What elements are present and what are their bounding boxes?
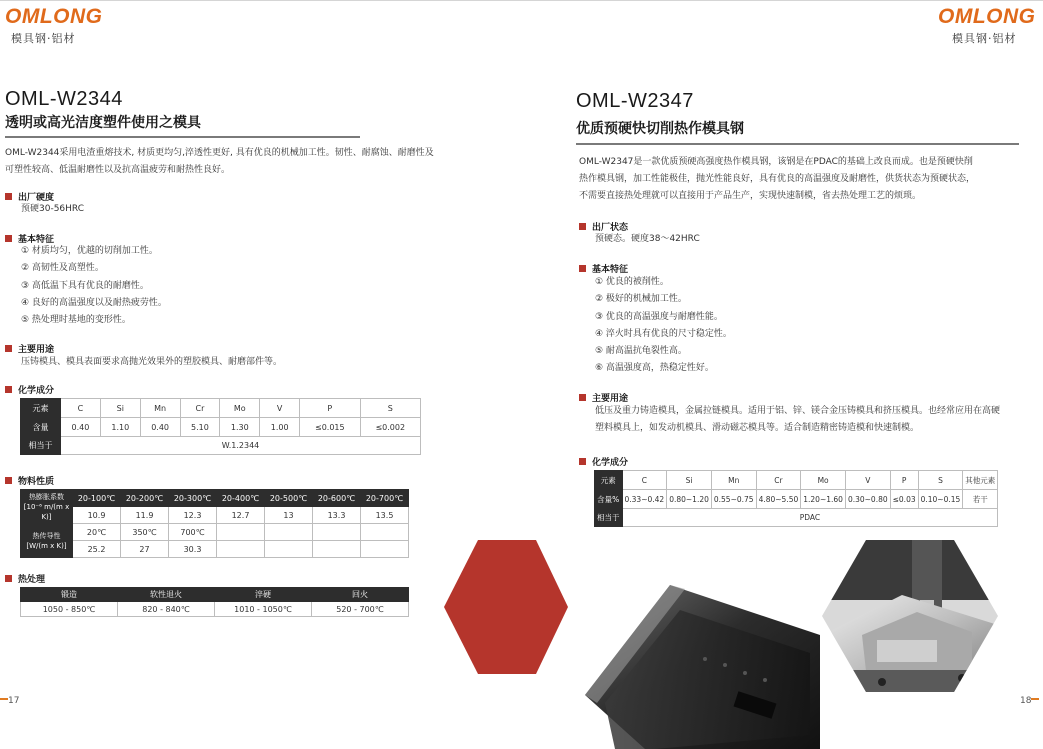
table-cell: V [845,471,890,490]
table-cell [217,524,265,541]
table-cell: 相当于 [595,509,623,527]
model-subtitle: 透明或高光洁度塑件使用之模具 [5,115,201,131]
table-cell: 12.3 [169,507,217,524]
brand-logo [938,6,1036,46]
table-cell: 25.2 [73,541,121,558]
table-cell: 1.20~1.60 [801,490,846,509]
page-number-text: 17 [8,696,20,706]
feature-item: ② 高韧性及高塑性。 [21,263,104,274]
table-cell: 1.10 [100,418,140,437]
table-row [21,490,409,507]
table-cell: Mn [140,399,180,418]
table-cell: 12.7 [217,507,265,524]
intro-paragraph [579,154,1039,205]
bullet-square [579,223,586,230]
table-cell: C [622,471,667,490]
table-cell: 520 - 700℃ [312,602,409,617]
title-rule [5,136,360,138]
table-cell: W.1.2344 [61,437,421,455]
table-cell: 10.9 [73,507,121,524]
table-cell: Cr [180,399,220,418]
feature-item: ③ 优良的高温强度与耐磨性能。 [595,311,723,322]
table-cell: 0.55~0.75 [711,490,756,509]
table-cell: Mn [711,471,756,490]
feature-item: ⑥ 高温强度高，热稳定性好。 [595,363,714,374]
table-row [21,437,421,455]
table-cell: 1050 - 850℃ [21,602,118,617]
usage-text [21,354,282,371]
table-cell [313,524,361,541]
section-title: 物料性质 [18,477,55,487]
page-number-left [0,696,19,706]
table-cell: 元素 [21,399,61,418]
table-row [21,541,409,558]
section-chemistry [5,383,54,396]
feature-item: ① 优良的被削性。 [595,277,669,287]
table-row [21,602,409,617]
table-cell: 0.40 [140,418,180,437]
page-number-bar [0,698,8,700]
table-cell: 820 - 840℃ [118,602,215,617]
table-cell: 5.10 [180,418,220,437]
table-cell [265,524,313,541]
usage-text [595,403,1000,438]
table-cell: S [918,471,963,490]
cnc-machining-photo [822,540,998,692]
intro-line: 可塑性较高、低温耐磨性以及抗高温疲劳和耐热性良好。 [5,165,231,175]
table-cell: 11.9 [121,507,169,524]
table-cell: 锻造 [21,588,118,602]
intro-paragraph [5,145,455,179]
table-cell: 1010 - 1050℃ [215,602,312,617]
table-cell [361,541,409,558]
mold-block-photo [585,585,820,749]
table-cell: 0.30~0.80 [845,490,890,509]
bullet-square [5,235,12,242]
feature-item: ② 极好的机械加工性。 [595,294,687,305]
title-rule [576,143,1019,145]
table-row [21,418,421,437]
table-cell: Si [667,471,712,490]
table-cell: 20-100℃ [73,490,121,507]
feature-item: ④ 良好的高温强度以及耐热疲劳性。 [21,297,167,308]
usage-line: 塑料模具上，如发动机模具、滑动磁芯模具等。适合制造精密铸造模和快速制模。 [595,423,920,434]
table-cell: 20-200℃ [121,490,169,507]
hardness-text [21,201,84,218]
table-cell: V [260,399,300,418]
table-cell: 含量% [595,490,623,509]
table-cell: Mo [220,399,260,418]
table-cell: Mo [801,471,846,490]
table-cell: 0.80~1.20 [667,490,712,509]
table-cell: 20℃ [73,524,121,541]
table-row [21,524,409,541]
section-title: 化学成分 [18,386,55,396]
table-cell: ≤0.03 [890,490,918,509]
intro-line: 不需要直接热处理就可以直接用于产品生产，实现快速制模，省去热处理工艺的烦琐。 [579,191,922,201]
section-heat [5,572,45,585]
table-cell [361,524,409,541]
table-cell [217,541,265,558]
table-cell: 27 [121,541,169,558]
section-title: 主要用途 [592,394,629,404]
table-cell: 热膨胀系数 [10⁻⁶ m/(m x K)] [21,490,73,524]
intro-line: 热作模具钢，加工性能极佳，抛光性能良好，具有优良的高温强度及耐磨性，供货状态为预硬状态， [579,174,976,184]
table-cell: 0.33~0.42 [622,490,667,509]
status-value: 预硬态。硬度38～42HRC [595,234,700,244]
bullet-square [5,345,12,352]
table-row [21,399,421,418]
intro-line: OML-W2344采用电渣重熔技术, 材质更均匀,淬透性更好, 具有优良的机械加工性。韧性、耐腐蚀、耐磨性及 [5,148,434,158]
bullet-square [5,193,12,200]
feature-item: ① 材质均匀，优越的切削加工性。 [21,246,158,256]
model-title: OML-W2347 [576,90,694,112]
table-cell: 0.10~0.15 [918,490,963,509]
table-cell: 20-600℃ [313,490,361,507]
table-cell: 相当于 [21,437,61,455]
table-cell: PDAC [622,509,998,527]
table-cell: Cr [756,471,801,490]
table-cell: 软性退火 [118,588,215,602]
usage-line: 压铸模具、模具表面要求高抛光效果外的塑胶模具、耐磨部件等。 [21,357,283,367]
table-cell: 含量 [21,418,61,437]
model-subtitle: 优质预硬快切削热作模具钢 [576,121,744,137]
table-row [595,509,998,527]
section-title: 化学成分 [592,458,629,468]
table-cell: 回火 [312,588,409,602]
table-cell: ≤0.015 [300,418,360,437]
bullet-square [579,458,586,465]
table-cell: S [360,399,420,418]
section-physical [5,474,54,487]
table-cell: 20-400℃ [217,490,265,507]
table-cell: 热传导性 [W/(m x K)] [21,524,73,558]
heat-table [20,587,409,617]
table-cell: 淬硬 [215,588,312,602]
hardness-value: 预硬30-56HRC [21,204,85,214]
section-title: 热处理 [18,575,46,585]
table-cell: 13.3 [313,507,361,524]
table-row [595,471,998,490]
table-cell: ≤0.002 [360,418,420,437]
table-cell: P [890,471,918,490]
table-cell: 若干 [963,490,998,509]
chem-table [20,398,421,455]
table-cell: 20-500℃ [265,490,313,507]
table-cell [313,541,361,558]
table-cell: 13 [265,507,313,524]
table-cell: 4.80~5.50 [756,490,801,509]
table-cell: 700℃ [169,524,217,541]
feature-item: ⑤ 热处理时基地的变形性。 [21,315,131,326]
section-title: 基本特征 [18,235,55,245]
feature-item: ③ 高低温下具有优良的耐磨性。 [21,280,149,291]
logo-tagline: 模具钢·铝材 [11,32,76,45]
table-cell: 350℃ [121,524,169,541]
logo-text: OMLONG [938,5,1036,28]
section-title: 出厂硬度 [18,193,55,203]
table-cell: C [61,399,101,418]
features-list [595,274,732,378]
table-row [21,507,409,524]
table-cell: 元素 [595,471,623,490]
model-title: OML-W2344 [5,88,123,110]
page-number-right [1020,696,1039,706]
features-list [21,243,167,329]
feature-item: ⑤ 耐高温抗龟裂性高。 [595,346,687,357]
section-title: 出厂状态 [592,223,629,233]
section-chemistry [579,455,628,468]
logo-text: OMLONG [5,5,103,28]
brand-logo [5,6,103,46]
page-number-text: 18 [1020,696,1032,706]
section-title: 主要用途 [18,345,55,355]
bullet-square [5,477,12,484]
chem-table [594,470,998,527]
table-row [21,588,409,602]
table-cell: 30.3 [169,541,217,558]
table-cell: P [300,399,360,418]
section-title: 基本特征 [592,265,629,275]
table-cell: 20-700℃ [361,490,409,507]
logo-tagline: 模具钢·铝材 [952,32,1017,45]
physical-table [20,489,409,558]
intro-line: OML-W2347是一款优质预硬高强度热作模具钢，该钢是在PDAC的基础上改良而成。也是预硬快削 [579,157,973,167]
table-cell: 0.40 [61,418,101,437]
bullet-square [5,386,12,393]
feature-item: ④ 淬火时具有优良的尺寸稳定性。 [595,328,732,339]
bullet-square [579,265,586,272]
usage-line: 低压及重力铸造模具，金属拉链模具。适用于铝、锌、镁合金压铸模具和挤压模具。也经常应用在高硬 [595,406,1001,416]
table-cell: 13.5 [361,507,409,524]
table-cell: 20-300℃ [169,490,217,507]
table-row [595,490,998,509]
bullet-square [5,575,12,582]
table-cell [265,541,313,558]
table-cell: 其他元素 [963,471,998,490]
page-number-bar [1031,698,1039,700]
status-text [595,231,700,248]
bullet-square [579,394,586,401]
table-cell: Si [100,399,140,418]
table-cell: 1.30 [220,418,260,437]
table-cell: 1.00 [260,418,300,437]
